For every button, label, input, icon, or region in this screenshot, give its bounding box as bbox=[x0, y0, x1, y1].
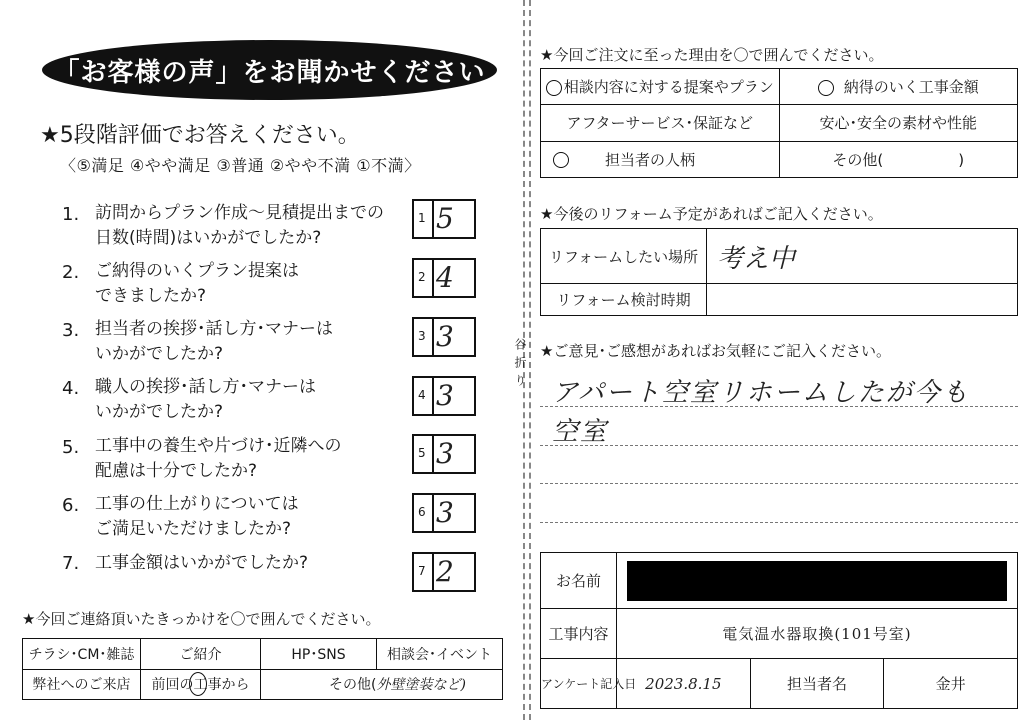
contact-option[interactable]: HP･SNS bbox=[261, 639, 377, 670]
circle-mark-icon bbox=[189, 672, 207, 696]
contact-option-label: 前回の工事から bbox=[151, 677, 250, 694]
contact-other-handwritten[interactable]: 外壁塗装など) bbox=[377, 669, 503, 700]
work-value[interactable]: 電気温水器取換(101号室) bbox=[617, 609, 1018, 659]
staff-value[interactable]: 金井 bbox=[884, 659, 1018, 709]
score-value: 3 bbox=[436, 320, 454, 353]
question-text bbox=[95, 375, 400, 425]
score-box-number: 5 bbox=[418, 446, 426, 460]
question-line: いかがでしたか? bbox=[95, 344, 224, 364]
question-text bbox=[95, 201, 400, 251]
question-text bbox=[95, 492, 400, 542]
reason-option[interactable]: 安心･安全の素材や性能 bbox=[779, 105, 1018, 141]
name-label: お名前 bbox=[541, 553, 617, 609]
score-value: 4 bbox=[436, 261, 454, 294]
score-box[interactable] bbox=[412, 552, 476, 592]
circle-mark-icon bbox=[553, 152, 569, 168]
question-number: 1. bbox=[62, 204, 80, 225]
question-text bbox=[95, 317, 400, 367]
question-number: 2. bbox=[62, 262, 80, 283]
comment-area[interactable] bbox=[540, 366, 1018, 522]
plan-place-label: リフォームしたい場所 bbox=[541, 229, 707, 284]
comment-rule bbox=[540, 483, 1018, 484]
reason-label: 相談内容に対する提案やプラン bbox=[563, 78, 774, 97]
comment-rule bbox=[540, 445, 1018, 446]
question-line: 訪問からプラン作成〜見積提出までの bbox=[95, 203, 384, 223]
question-line: 職人の挨拶･話し方･マナーは bbox=[95, 377, 316, 397]
question-line: いかがでしたか? bbox=[95, 402, 224, 422]
score-value: 5 bbox=[436, 202, 454, 235]
score-divider bbox=[432, 319, 434, 355]
question-line: 配慮は十分でしたか? bbox=[95, 461, 258, 481]
question-number: 4. bbox=[62, 378, 80, 399]
fold-label: 谷折り bbox=[513, 338, 527, 392]
plan-timing-label: リフォーム検討時期 bbox=[541, 284, 707, 316]
date-value[interactable]: 2023.8.15 bbox=[617, 659, 751, 709]
circle-mark-icon bbox=[818, 80, 834, 96]
contact-option-selected[interactable] bbox=[141, 669, 261, 700]
contact-option[interactable]: ご紹介 bbox=[141, 639, 261, 670]
score-box[interactable] bbox=[412, 258, 476, 298]
score-divider bbox=[432, 201, 434, 237]
contact-option[interactable]: 弊社へのご来店 bbox=[23, 669, 141, 700]
question-line: できましたか? bbox=[95, 286, 207, 306]
contact-option-other[interactable]: その他( bbox=[261, 669, 377, 700]
score-value: 2 bbox=[436, 555, 454, 588]
score-divider bbox=[432, 436, 434, 472]
date-label: アンケート記入日 bbox=[541, 659, 617, 709]
score-divider bbox=[432, 378, 434, 414]
question-line: ご納得のいくプラン提案は bbox=[95, 261, 299, 281]
question-line: 担当者の挨拶･話し方･マナーは bbox=[95, 319, 333, 339]
comments-heading: ★ご意見･ご感想があればお気軽にご記入ください。 bbox=[540, 342, 891, 360]
question-number: 7. bbox=[62, 553, 80, 574]
reason-label: 担当者の人柄 bbox=[605, 150, 696, 169]
score-box[interactable] bbox=[412, 376, 476, 416]
reason-option-selected[interactable] bbox=[779, 69, 1018, 105]
rating-legend: 〈⑤満足 ④やや満足 ③普通 ②やや不満 ①不満〉 bbox=[60, 156, 421, 175]
score-value: 3 bbox=[436, 496, 454, 529]
question-number: 5. bbox=[62, 437, 80, 458]
reason-option-selected[interactable] bbox=[541, 69, 780, 105]
score-divider bbox=[432, 260, 434, 296]
reason-option[interactable]: アフターサービス･保証など bbox=[541, 105, 780, 141]
score-box-number: 6 bbox=[418, 505, 426, 519]
question-line: 工事中の養生や片づけ･近隣への bbox=[95, 436, 342, 456]
redacted-block bbox=[627, 561, 1007, 601]
question-line: 日数(時間)はいかがでしたか? bbox=[95, 228, 322, 248]
score-value: 3 bbox=[436, 437, 454, 470]
plan-place-input[interactable]: 考え中 bbox=[707, 229, 1018, 284]
score-box-number: 2 bbox=[418, 270, 426, 284]
comment-rule bbox=[540, 522, 1018, 523]
question-number: 6. bbox=[62, 495, 80, 516]
score-divider bbox=[432, 554, 434, 590]
question-number: 3. bbox=[62, 320, 80, 341]
score-box-number: 4 bbox=[418, 388, 426, 402]
contact-option[interactable]: チラシ･CM･雑誌 bbox=[23, 639, 141, 670]
comment-line: 空室 bbox=[552, 417, 609, 447]
reason-label: 納得のいく工事金額 bbox=[843, 78, 979, 97]
plans-table bbox=[540, 228, 1018, 316]
score-box-number: 1 bbox=[418, 211, 426, 225]
score-divider bbox=[432, 495, 434, 531]
question-line: ご満足いただけましたか? bbox=[95, 519, 292, 539]
name-field[interactable] bbox=[617, 553, 1018, 609]
question-line: 工事金額はいかがでしたか? bbox=[95, 553, 309, 573]
score-box[interactable] bbox=[412, 199, 476, 239]
score-value: 3 bbox=[436, 379, 454, 412]
contact-option[interactable]: 相談会･イベント bbox=[377, 639, 503, 670]
info-table bbox=[540, 552, 1018, 709]
question-text bbox=[95, 259, 400, 309]
rating-title: ★5段階評価でお答えください。 bbox=[40, 123, 360, 148]
score-box[interactable] bbox=[412, 493, 476, 533]
plan-timing-input[interactable] bbox=[707, 284, 1018, 316]
question-line: 工事の仕上がりについては bbox=[95, 494, 299, 514]
plans-heading: ★今後のリフォーム予定があればご記入ください。 bbox=[540, 205, 883, 223]
fold-line-center-2 bbox=[529, 0, 531, 720]
contact-table bbox=[22, 638, 503, 700]
contact-heading: ★今回ご連絡頂いたきっかけを〇で囲んでください。 bbox=[22, 610, 381, 628]
reason-option[interactable]: その他( ) bbox=[779, 141, 1018, 177]
banner-title: 「お客様の声」をお聞かせください bbox=[42, 40, 497, 100]
comment-line: アパート空室リホームしたが今も bbox=[552, 378, 970, 408]
score-box[interactable] bbox=[412, 317, 476, 357]
score-box-number: 3 bbox=[418, 329, 426, 343]
work-label: 工事内容 bbox=[541, 609, 617, 659]
circle-mark-icon bbox=[546, 80, 562, 96]
reasons-table bbox=[540, 68, 1018, 178]
score-box[interactable] bbox=[412, 434, 476, 474]
reasons-heading: ★今回ご注文に至った理由を〇で囲んでください。 bbox=[540, 46, 884, 64]
reason-option-selected[interactable] bbox=[541, 141, 780, 177]
question-text bbox=[95, 551, 400, 576]
question-text bbox=[95, 434, 400, 484]
staff-label: 担当者名 bbox=[750, 659, 884, 709]
score-box-number: 7 bbox=[418, 564, 426, 578]
